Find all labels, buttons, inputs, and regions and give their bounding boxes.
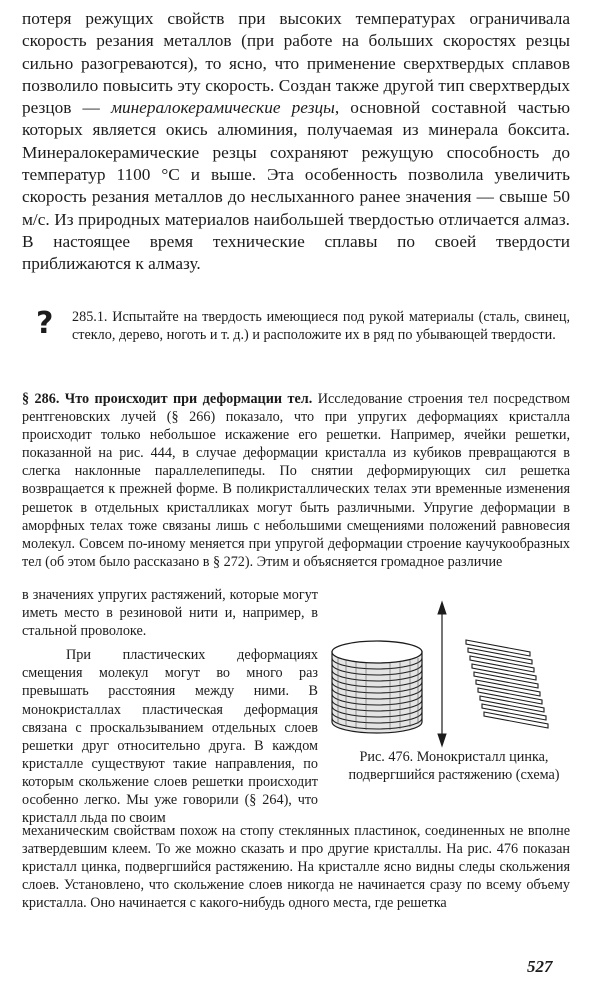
page-number: 527: [527, 957, 553, 976]
slip-layers-schematic: [466, 640, 548, 728]
tension-arrow: [438, 602, 446, 746]
bottom-text: механическим свойствам похож на стопу стеклянных пластинок, соединенных не вполне затвердевшим клеем. То же можно сказать и про другие кристаллы. На рис. 476 показан кристалл цинка, подвергшийся растяжению. На кристалле ясно видны следы скольжения слоев. Установлено, что скольжение слоев никогда не начинается сразу по всему объему кристалла. Оно начинается с какого-нибудь одного места, где решетка: [22, 823, 570, 912]
italic-term: минералокерамические резцы: [110, 98, 335, 118]
figure-caption: Рис. 476. Монокристалл цинка, подвергшийся растяжению (схема): [348, 749, 560, 783]
intro-paragraph: [22, 8, 570, 276]
intro-text-part2: , основной составной частью которых является окись алюминия, получаемая из минерала боксита. Минералокерамические резцы сохраняют режущую способность до температур 1100 °C и выше. Эта особенность позволила увеличить скорость резания металлов до неслыханного ранее значения — свыше 50 м/с. Из природных материалов наибольшей твердостью отличается алмаз. В настоящее время технические сплавы по своей твердости приближаются к алмазу.: [22, 98, 570, 274]
question-mark-icon: ?: [36, 306, 54, 341]
section-286: [22, 390, 570, 571]
question-block: [22, 308, 570, 344]
continued-paragraph: в значениях упругих растяжений, которые могут иметь место в резиновой нити и, например, в стальной проволоке.: [22, 587, 318, 640]
crystal-stack: [332, 641, 422, 733]
bottom-paragraph: [22, 822, 570, 912]
section-body: Исследование строения тел посредством рентгеновских лучей (§ 266) показало, что при упругих деформациях кристалла происходит только небольшое искажение его решетки. Например, ячейки решетки, показанной на рис. 444, в случае деформации кристалла из кубиков превращаются в слегка наклонные параллелепипеды. По снятии деформирующих сил решетка возвращается к прежней форме. В поликристаллических телах эти временные изменения решеток в отдельных кристалликах могут быть различными. Упругие деформации в аморфных телах тоже связаны лишь с небольшими смещениями положений равновесия молекул. Совсем по-иному меняется при упругой деформации строение каучукообразных тел (об этом было рассказано в § 272). Этим и объясняется громадное различие: [22, 391, 570, 570]
plastic-deformation-paragraph: При пластических деформациях смещения молекул могут во много раз превышать расстояния между ними. В монокристаллах пластическая деформация связана с проскальзыванием отдельных слоев решетки друг относительно друга. В каждом кристалле существуют такие направления, по которым скольжение слоев решетки происходит особенно легко. Мы уже говорили (§ 264), что кристалл льда по своим: [22, 647, 318, 827]
left-column-text: [22, 586, 318, 827]
intro-text-part1: потеря режущих свойств при высоких температурах ограничивала скорость резания металлов (при работе на больших скоростях резцы сильно разогреваются), то ясно, что применение сверхтвердых сплавов позволило повысить эту скорость. Создан также другой тип сверхтвердых резцов —: [22, 9, 570, 118]
question-text: 285.1. Испытайте на твердость имеющиеся под рукой материалы (сталь, свинец, стекло, дерево, ноготь и т. д.) и расположите их в ряд по убывающей твердости.: [72, 309, 570, 343]
section-heading: § 286. Что происходит при деформации тел.: [22, 391, 313, 407]
figure-476: [330, 600, 570, 748]
zinc-crystal-illustration: [330, 600, 570, 748]
